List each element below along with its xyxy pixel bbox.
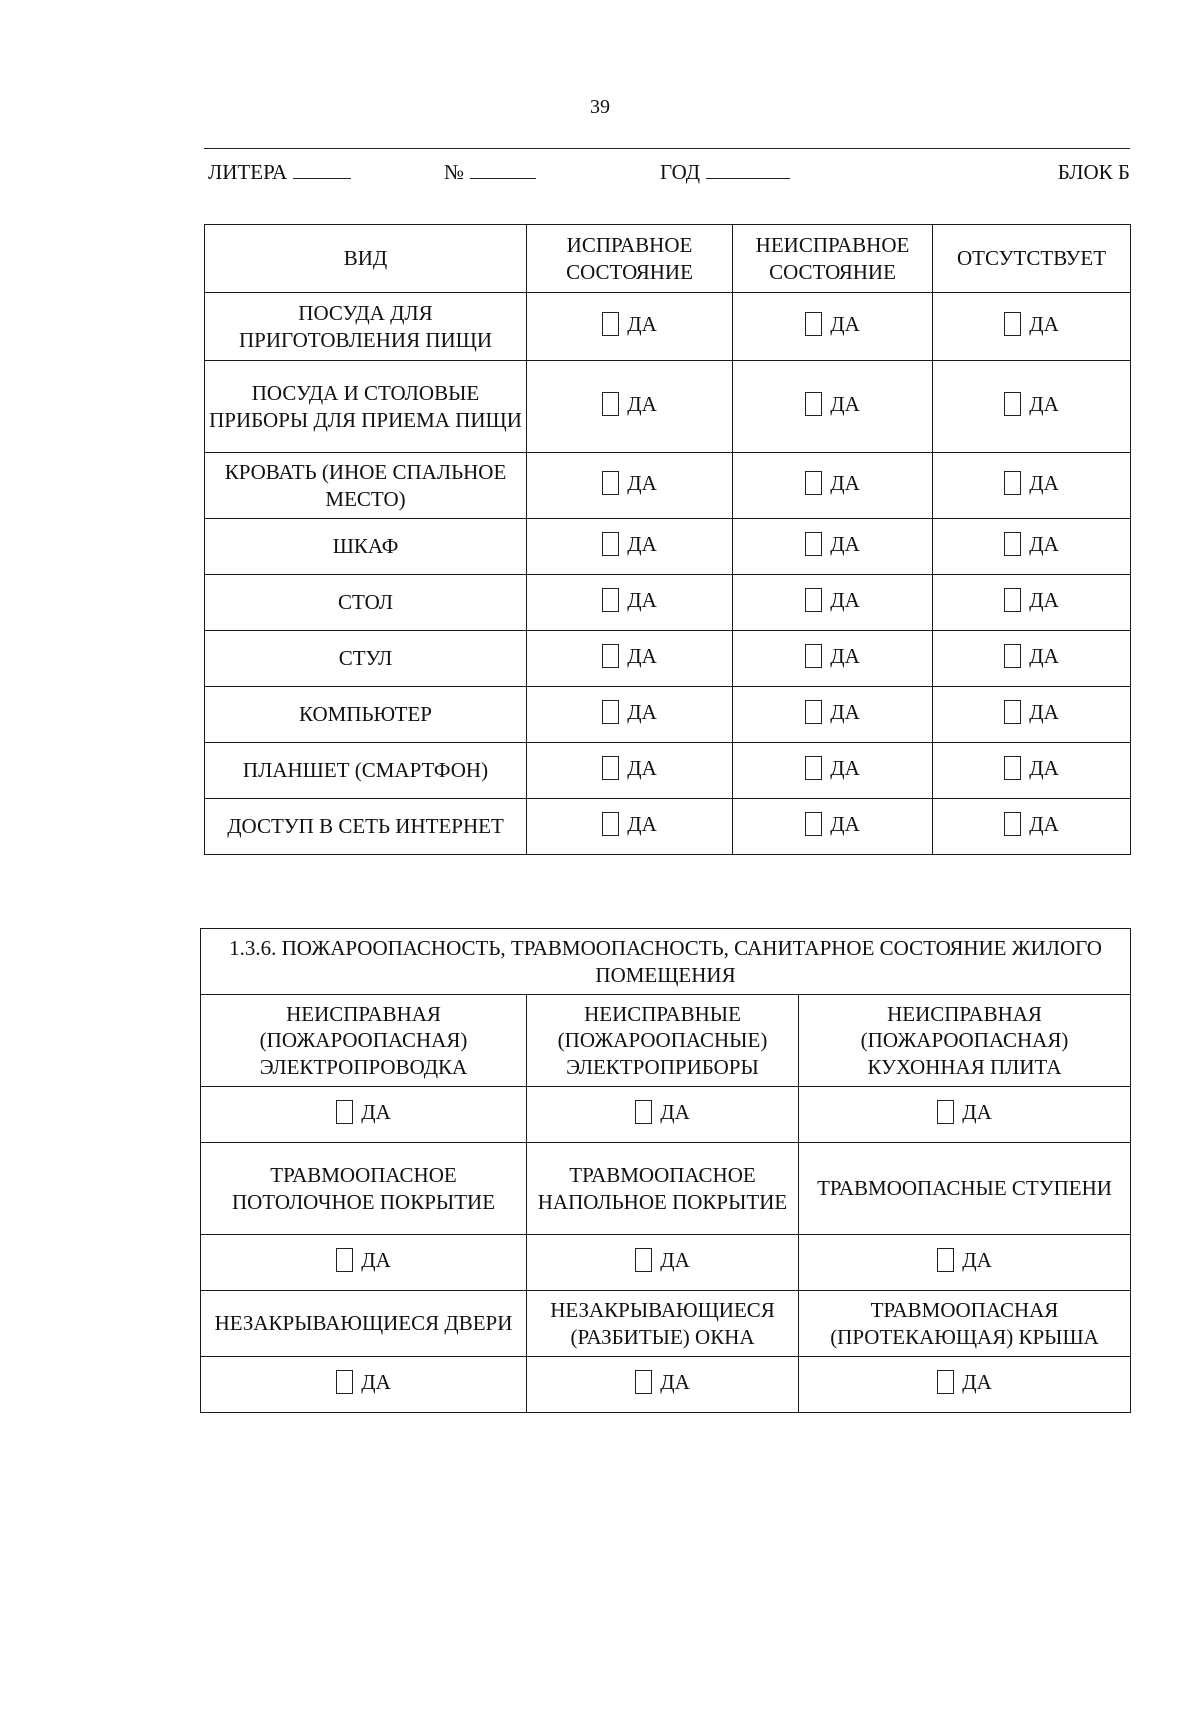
checkbox-option[interactable] xyxy=(1004,699,1059,725)
checkbox-option[interactable] xyxy=(805,643,860,669)
litera-field xyxy=(208,160,351,185)
checkbox-option[interactable] xyxy=(602,643,657,669)
checkbox-option[interactable] xyxy=(602,587,657,613)
year-field xyxy=(660,160,790,185)
checkbox-option[interactable] xyxy=(805,699,860,725)
checkbox-cell xyxy=(933,453,1131,519)
table-row xyxy=(205,361,1131,453)
checkbox-cell xyxy=(733,575,933,631)
checkbox[interactable] xyxy=(805,471,822,495)
table-row xyxy=(205,799,1131,855)
checkbox-label: ДА xyxy=(830,755,860,780)
row-label: ПЛАНШЕТ (СМАРТФОН) xyxy=(205,743,527,799)
checkbox[interactable] xyxy=(805,588,822,612)
checkbox-cell xyxy=(527,1087,799,1143)
checkbox-cell xyxy=(733,799,933,855)
checkbox-option[interactable] xyxy=(805,755,860,781)
checkbox-cell xyxy=(527,519,733,575)
checkbox-cell xyxy=(733,361,933,453)
page-number: 39 xyxy=(590,96,610,118)
checkbox-cell xyxy=(933,575,1131,631)
checkbox-option[interactable] xyxy=(602,811,657,837)
section-title: 1.3.6. ПОЖАРООПАСНОСТЬ, ТРАВМООПАСНОСТЬ, САНИТАРНОЕ СОСТОЯНИЕ ЖИЛОГО ПОМЕЩЕНИЯ xyxy=(201,929,1131,995)
hazard-label: НЕИСПРАВНЫЕ (ПОЖАРООПАСНЫЕ) ЭЛЕКТРОПРИБОРЫ xyxy=(527,995,799,1087)
checkbox-label: ДА xyxy=(627,311,657,336)
checkbox-cell xyxy=(527,631,733,687)
checkbox[interactable] xyxy=(602,588,619,612)
checkbox-label: ДА xyxy=(1029,311,1059,336)
checkbox-cell xyxy=(933,687,1131,743)
checkbox-option[interactable] xyxy=(602,755,657,781)
checkbox-label: ДА xyxy=(627,587,657,612)
checkbox[interactable] xyxy=(602,471,619,495)
row-label: СТОЛ xyxy=(205,575,527,631)
checkbox-cell xyxy=(933,631,1131,687)
checkbox[interactable] xyxy=(805,700,822,724)
checkbox-option[interactable] xyxy=(937,1247,992,1273)
hazard-label: НЕИСПРАВНАЯ (ПОЖАРООПАСНАЯ) КУХОННАЯ ПЛИТА xyxy=(799,995,1131,1087)
checkbox-cell xyxy=(733,519,933,575)
checkbox-option[interactable] xyxy=(805,311,860,337)
hazard-label: НЕЗАКРЫВАЮЩИЕСЯ ДВЕРИ xyxy=(201,1291,527,1357)
checkbox-label: ДА xyxy=(1029,531,1059,556)
hazard-label: НЕЗАКРЫВАЮЩИЕСЯ (РАЗБИТЫЕ) ОКНА xyxy=(527,1291,799,1357)
hazard-label: НЕИСПРАВНАЯ (ПОЖАРООПАСНАЯ) ЭЛЕКТРОПРОВОДКА xyxy=(201,995,527,1087)
checkbox-cell xyxy=(201,1357,527,1413)
checkbox[interactable] xyxy=(805,756,822,780)
number-label: № xyxy=(444,160,465,184)
checkbox-label: ДА xyxy=(962,1099,992,1124)
checkbox-cell xyxy=(527,453,733,519)
checkbox-cell xyxy=(527,293,733,361)
checkbox-option[interactable] xyxy=(635,1369,690,1395)
checkbox[interactable] xyxy=(602,644,619,668)
checkbox[interactable] xyxy=(1004,644,1021,668)
table-row xyxy=(205,453,1131,519)
checkbox-cell xyxy=(933,743,1131,799)
checkbox-option[interactable] xyxy=(937,1369,992,1395)
checkbox-option[interactable] xyxy=(602,699,657,725)
checkbox-option[interactable] xyxy=(805,470,860,496)
checkbox[interactable] xyxy=(1004,471,1021,495)
row-label: КРОВАТЬ (ИНОЕ СПАЛЬНОЕ МЕСТО) xyxy=(205,453,527,519)
checkbox[interactable] xyxy=(805,812,822,836)
checkbox-option[interactable] xyxy=(937,1099,992,1125)
checkbox-cell xyxy=(799,1357,1131,1413)
table-row xyxy=(205,519,1131,575)
checkbox[interactable] xyxy=(602,312,619,336)
checkbox-option[interactable] xyxy=(635,1247,690,1273)
checkbox-label: ДА xyxy=(1029,811,1059,836)
checkbox-label: ДА xyxy=(830,391,860,416)
checkbox-option[interactable] xyxy=(602,311,657,337)
checkbox[interactable] xyxy=(336,1100,353,1124)
row-label: ПОСУДА И СТОЛОВЫЕ ПРИБОРЫ ДЛЯ ПРИЕМА ПИЩИ xyxy=(205,361,527,453)
checkbox-cell xyxy=(733,453,933,519)
checkbox-label: ДА xyxy=(1029,755,1059,780)
checkbox[interactable] xyxy=(1004,588,1021,612)
checkbox-label: ДА xyxy=(962,1247,992,1272)
row-label: ПОСУДА ДЛЯ ПРИГОТОВЛЕНИЯ ПИЩИ xyxy=(205,293,527,361)
checkbox-label: ДА xyxy=(361,1247,391,1272)
checkbox[interactable] xyxy=(1004,812,1021,836)
hazard-label-row xyxy=(201,1291,1131,1357)
checkbox-label: ДА xyxy=(1029,699,1059,724)
checkbox-label: ДА xyxy=(830,643,860,668)
checkbox-option[interactable] xyxy=(1004,811,1059,837)
checkbox-label: ДА xyxy=(627,643,657,668)
header-rule xyxy=(204,148,1130,149)
checkbox-label: ДА xyxy=(1029,587,1059,612)
checkbox[interactable] xyxy=(635,1248,652,1272)
checkbox[interactable] xyxy=(937,1370,954,1394)
checkbox[interactable] xyxy=(602,756,619,780)
checkbox-label: ДА xyxy=(830,470,860,495)
checkbox-label: ДА xyxy=(627,811,657,836)
checkbox[interactable] xyxy=(805,532,822,556)
checkbox-cell xyxy=(733,743,933,799)
hazard-label-row xyxy=(201,1143,1131,1235)
checkbox-cell xyxy=(527,743,733,799)
checkbox-cell xyxy=(933,293,1131,361)
column-header: ИСПРАВНОЕ СОСТОЯНИЕ xyxy=(527,225,733,293)
checkbox-option[interactable] xyxy=(602,391,657,417)
checkbox[interactable] xyxy=(635,1100,652,1124)
checkbox[interactable] xyxy=(1004,312,1021,336)
checkbox-cell xyxy=(527,687,733,743)
hazard-label: ТРАВМООПАСНОЕ НАПОЛЬНОЕ ПОКРЫТИЕ xyxy=(527,1143,799,1235)
form-header xyxy=(208,160,1130,190)
checkbox-cell xyxy=(799,1235,1131,1291)
table-row xyxy=(205,631,1131,687)
hazard-label: ТРАВМООПАСНЫЕ СТУПЕНИ xyxy=(799,1143,1131,1235)
checkbox-cell xyxy=(201,1235,527,1291)
checkbox[interactable] xyxy=(805,644,822,668)
column-header: НЕИСПРАВНОЕ СОСТОЯНИЕ xyxy=(733,225,933,293)
checkbox-option[interactable] xyxy=(1004,470,1059,496)
hazard-table xyxy=(200,928,1131,1413)
checkbox[interactable] xyxy=(805,312,822,336)
checkbox[interactable] xyxy=(1004,532,1021,556)
hazard-checkbox-row xyxy=(201,1087,1131,1143)
checkbox-option[interactable] xyxy=(1004,531,1059,557)
checkbox-cell xyxy=(527,575,733,631)
checkbox[interactable] xyxy=(1004,392,1021,416)
checkbox-label: ДА xyxy=(361,1099,391,1124)
checkbox-option[interactable] xyxy=(1004,391,1059,417)
checkbox-option[interactable] xyxy=(602,531,657,557)
number-blank[interactable] xyxy=(470,160,536,179)
checkbox[interactable] xyxy=(805,392,822,416)
checkbox[interactable] xyxy=(602,812,619,836)
checkbox-label: ДА xyxy=(660,1369,690,1394)
hazard-label: ТРАВМООПАСНОЕ ПОТОЛОЧНОЕ ПОКРЫТИЕ xyxy=(201,1143,527,1235)
number-field xyxy=(444,160,536,185)
column-header: ОТСУТСТВУЕТ xyxy=(933,225,1131,293)
litera-blank[interactable] xyxy=(293,160,351,179)
checkbox-label: ДА xyxy=(830,587,860,612)
table-row xyxy=(205,743,1131,799)
row-label: КОМПЬЮТЕР xyxy=(205,687,527,743)
checkbox[interactable] xyxy=(602,532,619,556)
furnishing-table xyxy=(204,224,1131,855)
section-title-row xyxy=(201,929,1131,995)
row-label: ШКАФ xyxy=(205,519,527,575)
column-header: ВИД xyxy=(205,225,527,293)
checkbox-label: ДА xyxy=(1029,470,1059,495)
checkbox[interactable] xyxy=(1004,700,1021,724)
table-row xyxy=(205,293,1131,361)
hazard-checkbox-row xyxy=(201,1235,1131,1291)
checkbox[interactable] xyxy=(937,1248,954,1272)
checkbox-option[interactable] xyxy=(336,1369,391,1395)
checkbox-cell xyxy=(733,293,933,361)
checkbox-label: ДА xyxy=(830,531,860,556)
checkbox-label: ДА xyxy=(627,755,657,780)
checkbox-label: ДА xyxy=(361,1369,391,1394)
table-row xyxy=(205,575,1131,631)
year-blank[interactable] xyxy=(706,160,790,179)
hazard-label-row xyxy=(201,995,1131,1087)
checkbox-cell xyxy=(933,519,1131,575)
checkbox-label: ДА xyxy=(627,391,657,416)
block-label: БЛОК Б xyxy=(1057,160,1130,184)
litera-label: ЛИТЕРА xyxy=(208,160,288,184)
checkbox-label: ДА xyxy=(627,699,657,724)
checkbox[interactable] xyxy=(602,392,619,416)
checkbox-option[interactable] xyxy=(1004,643,1059,669)
checkbox-cell xyxy=(933,361,1131,453)
checkbox-label: ДА xyxy=(627,470,657,495)
checkbox-label: ДА xyxy=(830,811,860,836)
checkbox-cell xyxy=(733,631,933,687)
checkbox[interactable] xyxy=(336,1248,353,1272)
checkbox-label: ДА xyxy=(962,1369,992,1394)
row-label: ДОСТУП В СЕТЬ ИНТЕРНЕТ xyxy=(205,799,527,855)
checkbox-label: ДА xyxy=(660,1247,690,1272)
checkbox-label: ДА xyxy=(1029,391,1059,416)
table-row xyxy=(205,687,1131,743)
checkbox-cell xyxy=(527,1235,799,1291)
checkbox-cell xyxy=(201,1087,527,1143)
checkbox-label: ДА xyxy=(627,531,657,556)
checkbox-option[interactable] xyxy=(602,470,657,496)
checkbox-cell xyxy=(527,361,733,453)
checkbox-cell xyxy=(799,1087,1131,1143)
checkbox-option[interactable] xyxy=(635,1099,690,1125)
checkbox-option[interactable] xyxy=(805,587,860,613)
checkbox-option[interactable] xyxy=(805,811,860,837)
checkbox-option[interactable] xyxy=(805,391,860,417)
checkbox-label: ДА xyxy=(830,699,860,724)
checkbox-option[interactable] xyxy=(336,1247,391,1273)
checkbox-option[interactable] xyxy=(1004,755,1059,781)
row-label: СТУЛ xyxy=(205,631,527,687)
checkbox-option[interactable] xyxy=(805,531,860,557)
checkbox-label: ДА xyxy=(830,311,860,336)
checkbox-cell xyxy=(733,687,933,743)
checkbox-cell xyxy=(527,799,733,855)
checkbox-cell xyxy=(527,1357,799,1413)
table-header-row xyxy=(205,225,1131,293)
checkbox-option[interactable] xyxy=(1004,587,1059,613)
checkbox[interactable] xyxy=(635,1370,652,1394)
checkbox[interactable] xyxy=(602,700,619,724)
checkbox[interactable] xyxy=(336,1370,353,1394)
year-label: ГОД xyxy=(660,160,701,184)
checkbox[interactable] xyxy=(1004,756,1021,780)
checkbox-option[interactable] xyxy=(336,1099,391,1125)
hazard-label: ТРАВМООПАСНАЯ (ПРОТЕКАЮЩАЯ) КРЫША xyxy=(799,1291,1131,1357)
checkbox-cell xyxy=(933,799,1131,855)
checkbox[interactable] xyxy=(937,1100,954,1124)
checkbox-label: ДА xyxy=(660,1099,690,1124)
hazard-checkbox-row xyxy=(201,1357,1131,1413)
checkbox-option[interactable] xyxy=(1004,311,1059,337)
checkbox-label: ДА xyxy=(1029,643,1059,668)
